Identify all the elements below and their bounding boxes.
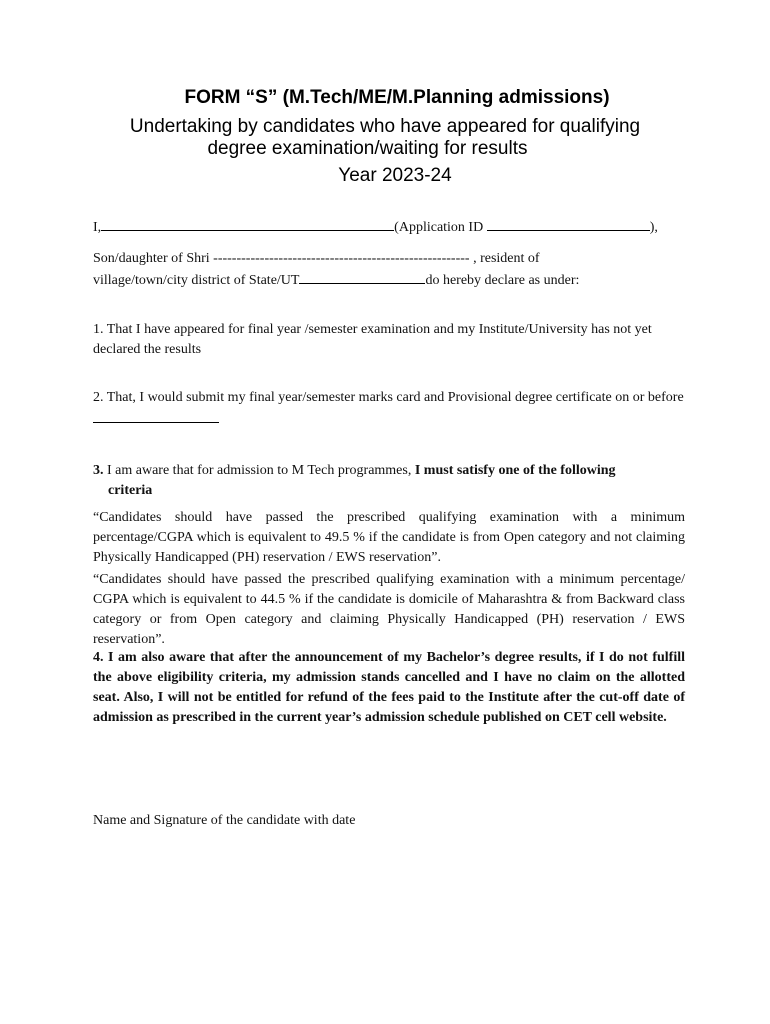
son-daughter-line: Son/daughter of Shri ------------------------------------------------------- , resident of <box>93 251 540 266</box>
i-prefix: I, <box>93 220 102 235</box>
state-ut-blank[interactable] <box>299 269 425 284</box>
point-3 <box>93 461 685 501</box>
criteria-quote-2: “Candidates should have passed the prescribed qualifying examination with a minimum percentage/ CGPA which is equivalent to 44.5 % if the candidate is domicile of Maharashtra & from Backward class category or from Open category and claiming Physically Handicapped (PH) reservation / EWS reservation”. <box>93 572 685 647</box>
point-4: 4. I am also aware that after the announcement of my Bachelor’s degree results, if I do not fulfill the above eligibility criteria, my admission stands cancelled and I have no claim on the allotted seat. Also, I will not be entitled for refund of the fees paid to the Institute after the cut-off date of admission as prescribed in the current year’s admission schedule published on CET cell website. <box>93 650 685 725</box>
point-3-number: 3. <box>93 463 104 478</box>
submission-date-blank[interactable] <box>93 408 219 423</box>
form-subtitle-line1: Undertaking by candidates who have appeared for qualifying <box>129 116 641 137</box>
point-3-bold-a: I must satisfy one of the following <box>414 463 616 478</box>
application-id-blank[interactable] <box>487 216 650 231</box>
residence-line <box>93 269 685 291</box>
criteria-quote-1: “Candidates should have passed the prescribed qualifying examination with a minimum percentage/CGPA which is equivalent to 49.5 % if the candidate is from Open category and not claiming Physically Handicapped (PH) reservation / EWS reservation”. <box>93 510 685 565</box>
application-id-suffix: ), <box>649 220 658 235</box>
form-subtitle-line2: degree examination/waiting for results <box>207 138 528 159</box>
form-title: FORM “S” (M.Tech/ME/M.Planning admissions) <box>184 87 610 108</box>
point-2 <box>93 388 685 430</box>
point-3-text: I am aware that for admission to M Tech programmes, <box>103 463 415 478</box>
point-2-text: 2. That, I would submit my final year/semester marks card and Provisional degree certificate on or before <box>93 390 684 405</box>
residence-suffix: do hereby declare as under: <box>425 273 580 288</box>
declaration-name-line <box>93 216 685 238</box>
signature-label: Name and Signature of the candidate with date <box>93 813 356 828</box>
application-id-label: (Application ID <box>394 220 487 235</box>
residence-prefix: village/town/city district of State/UT <box>93 273 300 288</box>
point-1: 1. That I have appeared for final year /semester examination and my Institute/University has not yet declared the results <box>93 322 652 357</box>
form-year: Year 2023-24 <box>338 165 452 186</box>
candidate-name-blank[interactable] <box>101 216 394 231</box>
point-3-bold-b: criteria <box>108 483 153 498</box>
